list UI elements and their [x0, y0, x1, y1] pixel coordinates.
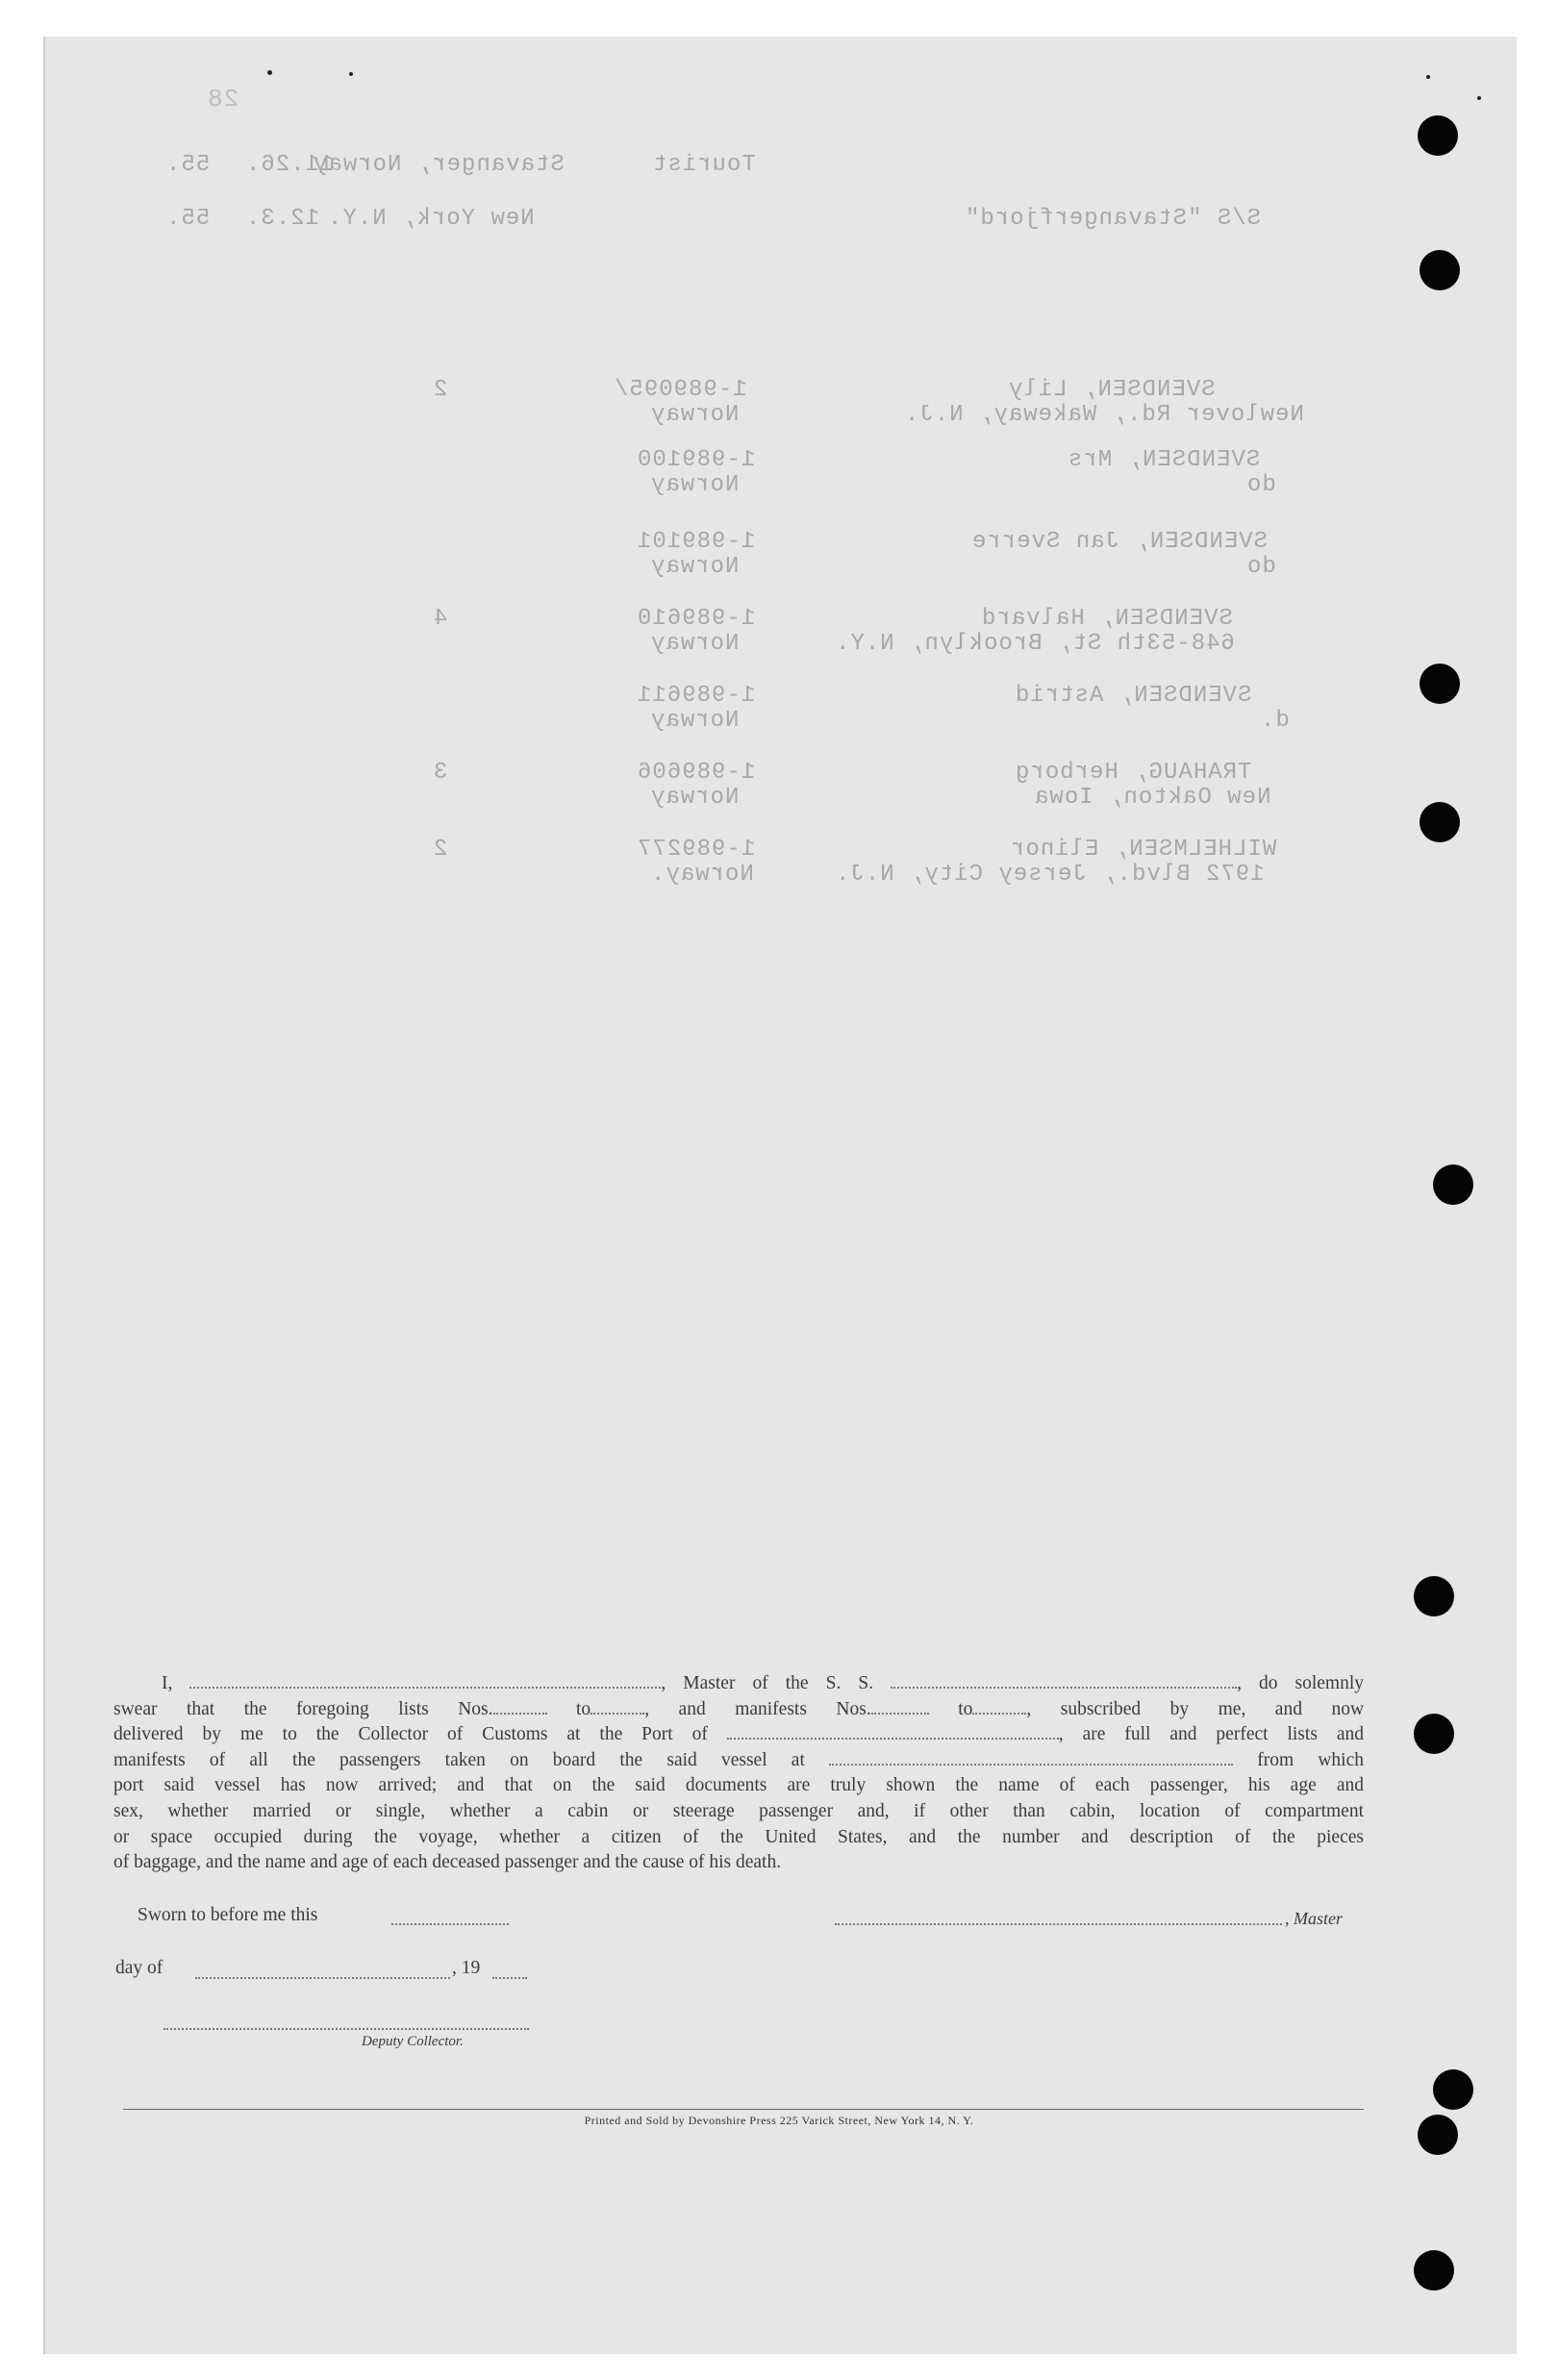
ink-speck — [267, 70, 272, 75]
master-oath-paragraph — [113, 1671, 1364, 1876]
oath-text: from which — [1257, 1749, 1365, 1770]
bleed-entry-name: TRAHAUG, Herborg — [1015, 760, 1252, 786]
punch-hole-10 — [1414, 2250, 1454, 2291]
bleed-entry-address: 648-53th St, Brooklyn, N.Y. — [835, 631, 1235, 657]
oath-text: to — [958, 1698, 973, 1719]
deputy-signature-blank — [163, 2028, 529, 2030]
bleed-entry-name: SVENDSEN, Mrs — [1068, 447, 1261, 473]
lists-from-blank — [493, 1699, 547, 1715]
bleed-entry-address: do — [1246, 472, 1276, 498]
lists-to-blank — [591, 1699, 644, 1715]
master-name-blank — [189, 1673, 661, 1689]
port-blank — [727, 1724, 1059, 1740]
document-page — [43, 37, 1517, 2354]
bleed-entry-country: Norway — [650, 472, 740, 498]
oath-line-3 — [113, 1722, 1364, 1748]
oath-line-1 — [113, 1671, 1364, 1697]
bleed-entry-country: Norway. — [650, 862, 754, 888]
ship-name-blank — [891, 1673, 1237, 1689]
sworn-date-blank — [391, 1923, 509, 1925]
bleed-entry-country: Norway — [650, 785, 740, 811]
footer-rule — [123, 2109, 1364, 2110]
oath-text: swear that the foregoing lists Nos. — [113, 1698, 493, 1719]
bleed-entry-number: 1-989277 — [637, 837, 756, 863]
bleed-year-1: 55. — [165, 152, 211, 178]
oath-text: manifests of all the passengers taken on board the said vessel at — [113, 1749, 805, 1770]
bleed-entry-count: 3 — [433, 760, 448, 786]
ink-speck — [1426, 75, 1430, 79]
oath-line-2 — [113, 1697, 1364, 1723]
bleed-entry-name: SVENDSEN, Halvard — [981, 606, 1233, 632]
bleed-date-1: 11.26. — [245, 152, 335, 178]
punch-hole-4 — [1420, 802, 1460, 842]
bleed-page-number: 28 — [207, 85, 239, 113]
punch-hole-6 — [1414, 1576, 1454, 1616]
bleed-entry-number: 1-989610 — [637, 606, 756, 632]
oath-text: , and manifests Nos. — [644, 1698, 871, 1719]
bleed-entry-country: Norway — [650, 708, 740, 734]
punch-hole-1 — [1418, 115, 1458, 156]
bleed-entry-count: 4 — [433, 606, 448, 632]
punch-hole-3 — [1420, 664, 1460, 704]
ink-speck — [349, 72, 353, 76]
day-of-label: day of — [115, 1958, 163, 1978]
bleed-class: Tourist — [652, 152, 756, 178]
oath-text: , subscribed by me, and now — [1026, 1698, 1365, 1719]
bleed-entry-number: 1-989100 — [637, 447, 756, 473]
bleed-arrival-port: New York, N.Y. — [327, 206, 535, 232]
sworn-label: Sworn to before me this — [138, 1905, 318, 1925]
bleed-entry-name: SVENDSEN, Astrid — [1015, 683, 1252, 709]
manifests-to-blank — [972, 1699, 1026, 1715]
printer-imprint: Printed and Sold by Devonshire Press 225 Varick Street, New York 14, N. Y. — [584, 2114, 974, 2127]
bleed-entry-country: Norway — [650, 402, 740, 428]
ink-speck — [1477, 96, 1481, 100]
bleed-entry-address: d. — [1260, 708, 1290, 734]
oath-line-6: sex, whether married or single, whether a cabin or steerage passenger and, if other than cabin, location of compartment — [113, 1800, 1364, 1821]
bleed-entry-number: 1-989101 — [637, 529, 756, 555]
year-label: , 19 — [452, 1958, 481, 1978]
bleed-entry-name: SVENDSEN, Lily — [1008, 377, 1216, 403]
year-blank — [492, 1977, 527, 1979]
oath-text: I, — [162, 1673, 173, 1693]
deputy-collector-label: Deputy Collector. — [362, 2034, 464, 2049]
day-of-blank — [195, 1977, 450, 1979]
bleed-departure-port: Stavanger, Norway — [313, 152, 565, 178]
bleed-date-2: 12.3. — [245, 206, 320, 232]
bleed-entry-country: Norway — [650, 631, 740, 657]
master-signature-blank — [835, 1923, 1282, 1925]
bleed-entry-count: 2 — [433, 377, 448, 403]
oath-line-5: port said vessel has now arrived; and that on the said documents are truly shown the name of each passenger, his age and — [113, 1775, 1364, 1796]
bleed-year-2: 55. — [165, 206, 211, 232]
oath-text: , Master of the S. S. — [661, 1673, 874, 1693]
bleed-entry-address: New Oakton, Iowa — [1034, 785, 1271, 811]
bleed-entry-name: WILHELMSEN, Elinor — [1010, 837, 1277, 863]
bleed-ship: S/S "Stavangerfjord" — [965, 206, 1262, 232]
master-label: , Master — [1285, 1909, 1343, 1928]
bleed-entry-count: 2 — [433, 837, 448, 863]
oath-line-4 — [113, 1748, 1364, 1774]
bleed-entry-address: Newlover Rd., Wakeway, N.J. — [904, 402, 1304, 428]
oath-line-7: or space occupied during the voyage, whether a citizen of the United States, and the number and description of the pieces — [113, 1826, 1364, 1847]
bleed-entry-country: Norway — [650, 554, 740, 580]
bleed-entry-address: 1972 Blvd., Jersey City, N.J. — [835, 862, 1265, 888]
manifests-from-blank — [871, 1699, 929, 1715]
punch-hole-5 — [1433, 1165, 1473, 1205]
oath-text: , are full and perfect lists and — [1058, 1724, 1364, 1745]
oath-text: , do solemnly — [1237, 1673, 1365, 1693]
bleed-entry-number: 1-989095/ — [614, 377, 747, 403]
punch-hole-8 — [1433, 2069, 1473, 2110]
bleed-entry-name: SVENDSEN, Jan Sverre — [971, 529, 1269, 555]
oath-text: to — [576, 1698, 591, 1719]
bleed-entry-address: do — [1246, 554, 1276, 580]
departure-port-blank — [829, 1750, 1233, 1766]
oath-line-8: of baggage, and the name and age of each deceased passenger and the cause of his death. — [113, 1852, 782, 1873]
oath-text: delivered by me to the Collector of Customs at the Port of — [113, 1724, 708, 1745]
punch-hole-2 — [1420, 250, 1460, 290]
bleed-entry-number: 1-989606 — [637, 760, 756, 786]
punch-hole-7 — [1414, 1714, 1454, 1754]
bleed-entry-number: 1-989611 — [637, 683, 756, 709]
